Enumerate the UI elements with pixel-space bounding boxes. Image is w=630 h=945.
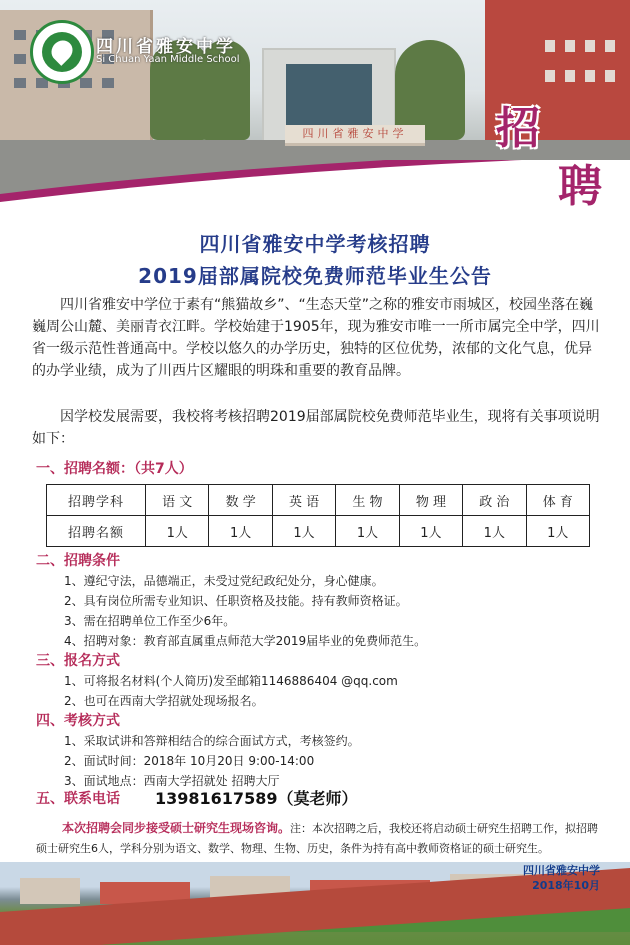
footer-school-name: 四川省雅安中学	[523, 864, 600, 877]
badge-char-zhao: 招	[496, 103, 540, 154]
footer-building	[20, 878, 80, 904]
subject-cell: 物 理	[399, 485, 462, 516]
contact-phone: 13981617589（莫老师）	[155, 789, 358, 808]
subject-cell: 数 学	[209, 485, 272, 516]
badge-char-pin: 聘	[558, 161, 602, 212]
list-item: 2、面试时间：2018年 10月20日 9:00-14:00	[64, 754, 315, 768]
notice-highlight: 本次招聘会同步接受硕士研究生现场咨询。	[62, 821, 291, 835]
school-name-en: Si Chuan Yaan Middle School	[96, 54, 240, 65]
count-cell: 1人	[146, 516, 209, 547]
count-cell: 1人	[336, 516, 399, 547]
count-cell: 1人	[272, 516, 335, 547]
list-item: 2、具有岗位所需专业知识、任职资格及技能。持有教师资格证。	[64, 594, 408, 608]
intro-paragraph-2: 因学校发展需要，我校将考核招聘2019届部属院校免费师范毕业生，现将有关事项说明如下：	[32, 409, 600, 447]
section4-heading: 四、考核方式	[36, 713, 120, 729]
school-sign: 四川省雅安中学	[285, 125, 425, 146]
footer-date: 2018年10月	[532, 879, 600, 892]
section3-heading: 三、报名方式	[36, 653, 120, 669]
section1-heading: 一、招聘名额：（共7人）	[36, 461, 193, 477]
school-logo	[30, 20, 94, 84]
table-row-label: 招聘名额	[47, 516, 146, 547]
list-item: 1、可将报名材料(个人简历)发至邮箱1146886404 @qq.com	[64, 674, 398, 688]
title-line1: 四川省雅安中学考核招聘	[199, 232, 431, 256]
title-line2: 2019届部属院校免费师范毕业生公告	[138, 264, 492, 288]
subject-cell: 体 育	[526, 485, 589, 516]
table-row	[47, 516, 590, 547]
count-cell: 1人	[209, 516, 272, 547]
quota-table	[46, 484, 590, 547]
list-item: 4、招聘对象：教育部直属重点师范大学2019届毕业的免费师范生。	[64, 634, 427, 648]
list-item: 1、采取试讲和答辩相结合的综合面试方式，考核签约。	[64, 734, 360, 748]
subject-cell: 英 语	[272, 485, 335, 516]
list-item: 3、面试地点：西南大学招就处 招聘大厅	[64, 774, 280, 788]
list-item: 2、也可在西南大学招就处现场报名。	[64, 694, 264, 708]
subject-cell: 语 文	[146, 485, 209, 516]
subject-cell: 政 治	[463, 485, 526, 516]
notice-text: 注：本次招聘之后，我校还将启动硕士研究生招聘工作，拟招聘硕士研究生6人，学科分别为语文、数学、物理、生物、历史，条件为持有高中教师资格证的硕士研究生。	[36, 822, 599, 855]
intro-paragraph-1: 四川省雅安中学位于素有“熊猫故乡”、“生态天堂”之称的雅安市雨城区，校园坐落在巍巍周公山麓、美丽青衣江畔。学校始建于1905年，现为雅安市唯一一所市属完全中学，四川省一级示范性普通高中。学校以悠久的办学历史，独特的区位优势，浓郁的文化气息，优异的办学业绩，成为了川西片区耀眼的明珠和重要的教育品牌。	[32, 297, 600, 379]
list-item: 1、遵纪守法，品德端正，未受过党纪政纪处分，身心健康。	[64, 574, 384, 588]
section2-heading: 二、招聘条件	[36, 553, 120, 569]
list-item: 3、需在招聘单位工作至少6年。	[64, 614, 236, 628]
section5-heading: 五、联系电话	[36, 791, 120, 807]
count-cell: 1人	[526, 516, 589, 547]
school-name: 四川省雅安中学	[96, 37, 236, 57]
count-cell: 1人	[463, 516, 526, 547]
decorative-wave	[0, 160, 630, 230]
subject-cell: 生 物	[336, 485, 399, 516]
count-cell: 1人	[399, 516, 462, 547]
table-row-label: 招聘学科	[47, 485, 146, 516]
notice-paragraph	[36, 818, 602, 859]
table-row	[47, 485, 590, 516]
